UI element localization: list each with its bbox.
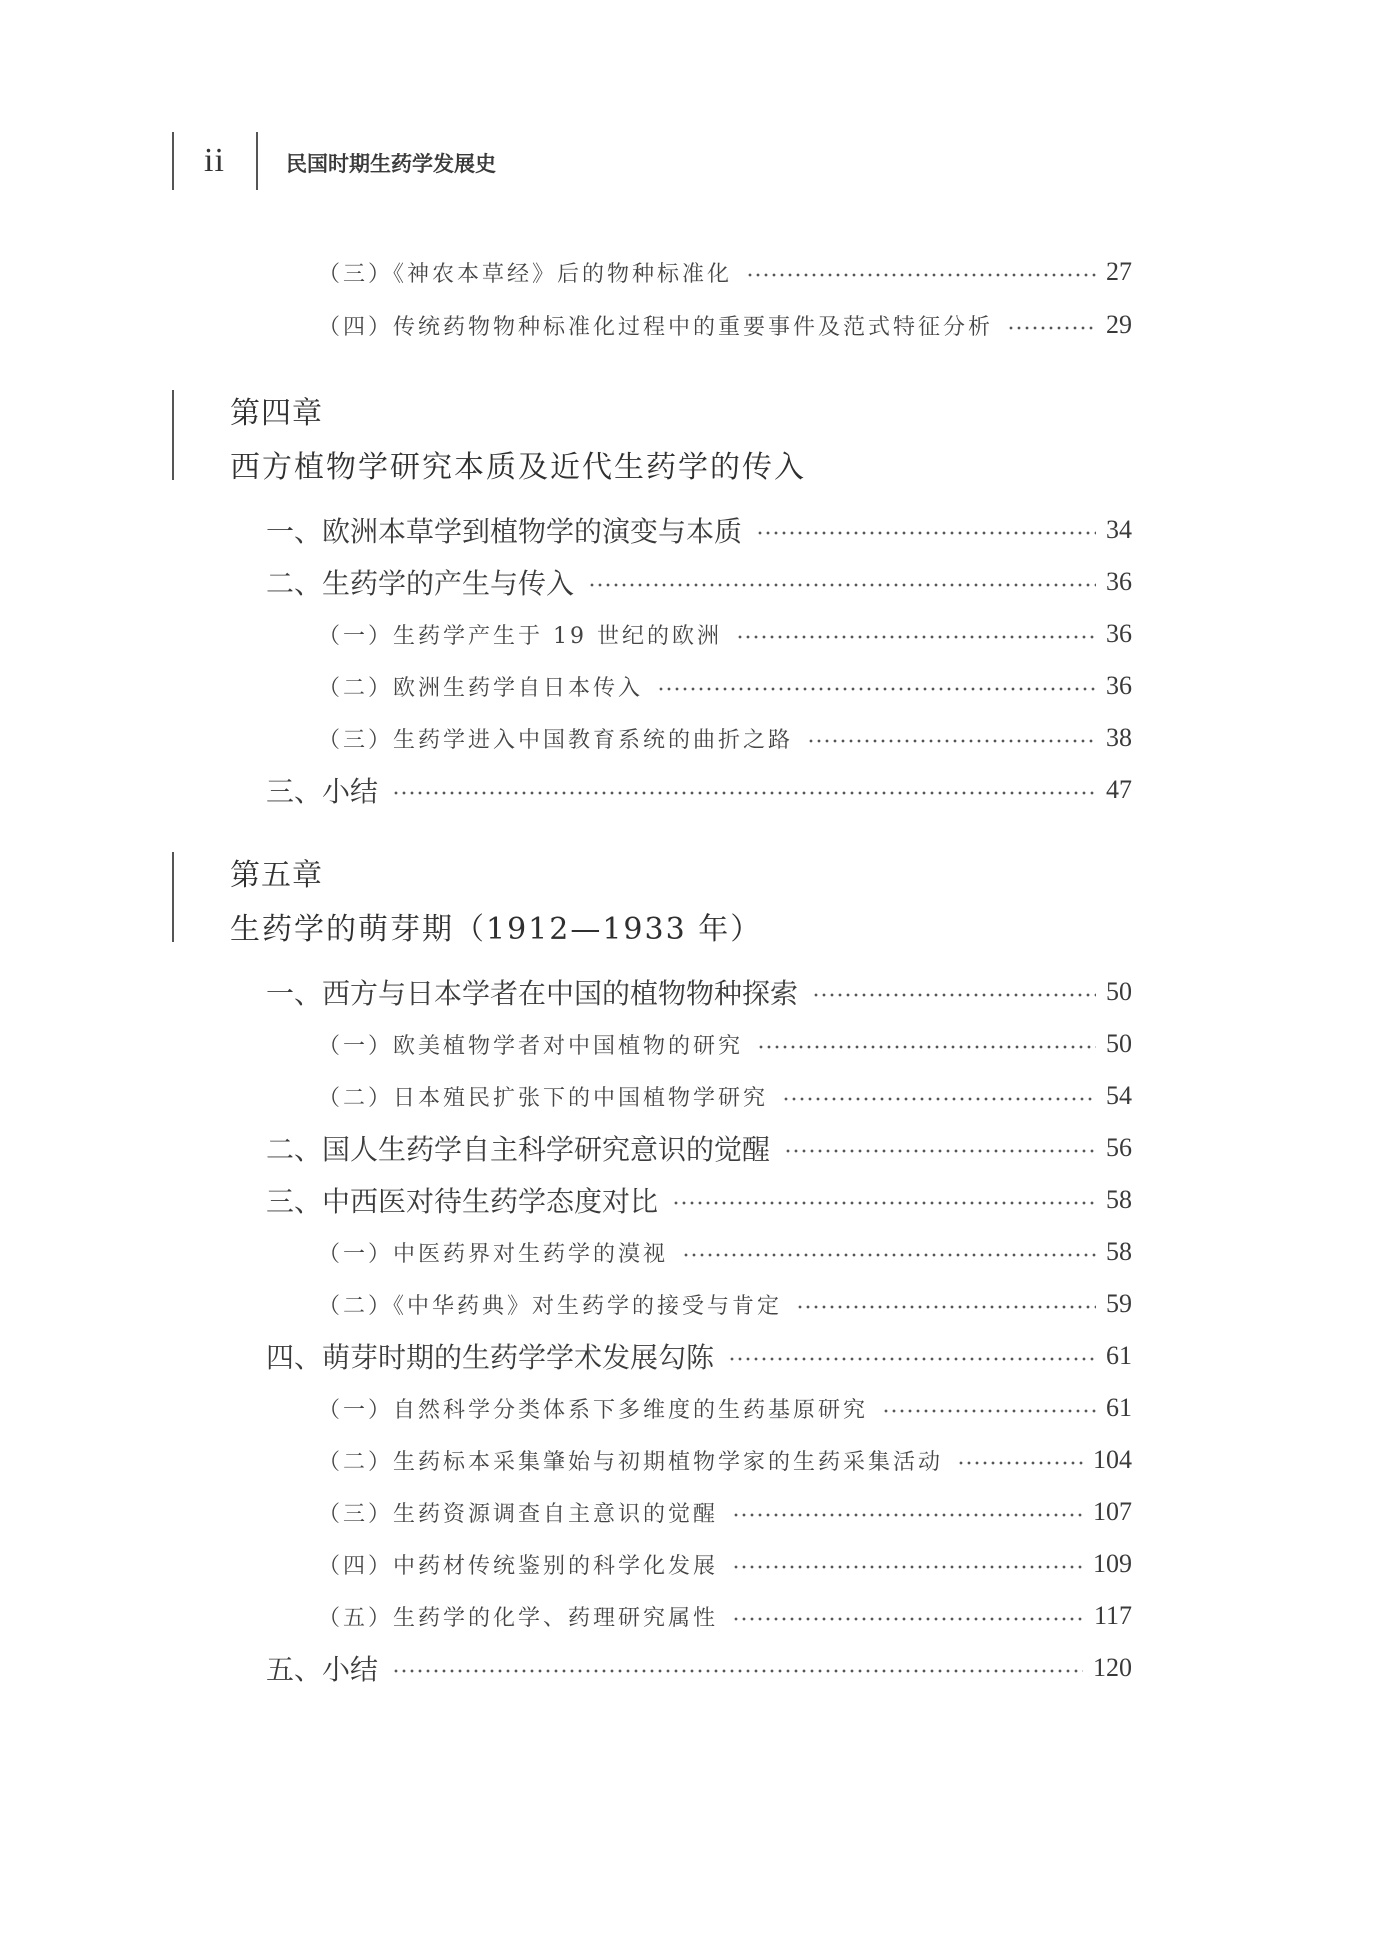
toc-entry-label: （二）欧洲生药学自日本传入 (318, 675, 644, 701)
toc-entry-label: （一）欧美植物学者对中国植物的研究 (318, 1033, 744, 1059)
toc-entry[interactable] (318, 1544, 1132, 1584)
toc-entry[interactable] (318, 1024, 1132, 1064)
toc-entry-page: 29 (1106, 310, 1132, 339)
toc-entry[interactable] (318, 252, 1132, 292)
toc-entry-page: 109 (1093, 1549, 1132, 1578)
toc-entry-label: （一）生药学产生于 19 世纪的欧洲 (318, 623, 722, 649)
leader-dots (807, 739, 1096, 743)
toc-entry-label: 一、西方与日本学者在中国的植物物种探索 (266, 979, 799, 1010)
toc-entry[interactable] (266, 1180, 1132, 1220)
toc-entry[interactable] (318, 1596, 1132, 1636)
toc-entry-page: 58 (1106, 1237, 1132, 1266)
leader-dots (732, 1617, 1084, 1621)
leader-dots (756, 531, 1096, 535)
toc-entry[interactable] (266, 1648, 1132, 1688)
toc-entry-page: 56 (1106, 1133, 1132, 1162)
toc-entry-page: 36 (1106, 619, 1132, 648)
leader-dots (746, 273, 1096, 277)
toc-entry[interactable] (318, 1440, 1132, 1480)
toc-entry-page: 36 (1106, 671, 1132, 700)
toc-entry-label: （三）生药学进入中国教育系统的曲折之路 (318, 727, 794, 753)
toc-entry-page: 34 (1106, 515, 1132, 544)
chapter-5-label: 第五章 (230, 858, 323, 893)
toc-entry-label: 三、小结 (266, 777, 379, 808)
leader-dots (392, 791, 1096, 795)
toc-entry-page: 58 (1106, 1185, 1132, 1214)
toc-entry-label: （二）生药标本采集肇始与初期植物学家的生药采集活动 (318, 1449, 944, 1475)
toc-entry[interactable] (266, 770, 1132, 810)
leader-dots (882, 1409, 1096, 1413)
toc-entry-label: 三、中西医对待生药学态度对比 (266, 1187, 659, 1218)
leader-dots (682, 1253, 1096, 1257)
toc-entry-page: 50 (1106, 977, 1132, 1006)
toc-entry-page: 50 (1106, 1029, 1132, 1058)
leader-dots (588, 583, 1096, 587)
leader-dots (728, 1357, 1096, 1361)
toc-entry-label: 二、生药学的产生与传入 (266, 569, 575, 600)
toc-entry-label: 四、萌芽时期的生药学学术发展勾陈 (266, 1343, 715, 1374)
toc-entry-label: 二、国人生药学自主科学研究意识的觉醒 (266, 1135, 771, 1166)
toc-entry-label: 五、小结 (266, 1655, 379, 1686)
header-left-rule (172, 132, 174, 190)
toc-entry[interactable] (318, 1232, 1132, 1272)
toc-entry[interactable] (318, 305, 1132, 345)
toc-entry[interactable] (318, 718, 1132, 758)
leader-dots (784, 1149, 1096, 1153)
leader-dots (957, 1461, 1083, 1465)
toc-entry-page: 27 (1106, 257, 1132, 286)
toc-entry[interactable] (318, 1076, 1132, 1116)
toc-entry-page: 61 (1106, 1341, 1132, 1370)
leader-dots (1007, 326, 1096, 330)
toc-entry[interactable] (318, 1388, 1132, 1428)
toc-entry[interactable] (266, 562, 1132, 602)
toc-entry-label: 一、欧洲本草学到植物学的演变与本质 (266, 517, 743, 548)
toc-entry[interactable] (266, 510, 1132, 550)
toc-entry-page: 117 (1093, 1601, 1132, 1630)
toc-entry[interactable] (318, 1492, 1132, 1532)
toc-entry-page: 120 (1093, 1653, 1132, 1682)
chapter-4-label: 第四章 (230, 396, 323, 431)
toc-entry-page: 104 (1093, 1445, 1132, 1474)
toc-entry[interactable] (266, 1336, 1132, 1376)
page-number: ii (204, 142, 225, 179)
leader-dots (782, 1097, 1096, 1101)
leader-dots (736, 635, 1096, 639)
leader-dots (796, 1305, 1096, 1309)
leader-dots (657, 687, 1096, 691)
leader-dots (732, 1513, 1083, 1517)
toc-entry-page: 38 (1106, 723, 1132, 752)
header-right-rule (256, 132, 258, 190)
leader-dots (672, 1201, 1096, 1205)
toc-entry-label: （一）中医药界对生药学的漠视 (318, 1241, 669, 1267)
toc-entry-page: 54 (1106, 1081, 1132, 1110)
toc-entry-page: 59 (1106, 1289, 1132, 1318)
chapter-4-rule (172, 390, 174, 480)
book-title: 民国时期生药学发展史 (286, 151, 496, 176)
toc-entry-label: （二）《中华药典》对生药学的接受与肯定 (318, 1293, 783, 1319)
toc-entry-page: 47 (1106, 775, 1132, 804)
chapter-5-title[interactable]: 生药学的萌芽期（1912—1933 年） (230, 912, 763, 947)
leader-dots (757, 1045, 1096, 1049)
toc-entry-label: （四）中药材传统鉴别的科学化发展 (318, 1553, 719, 1579)
toc-entry-label: （三）生药资源调查自主意识的觉醒 (318, 1501, 719, 1527)
leader-dots (732, 1565, 1083, 1569)
toc-entry-page: 61 (1106, 1393, 1132, 1422)
toc-entry[interactable] (266, 972, 1132, 1012)
chapter-4-title[interactable]: 西方植物学研究本质及近代生药学的传入 (230, 450, 806, 485)
toc-entry[interactable] (266, 1128, 1132, 1168)
toc-entry[interactable] (318, 666, 1132, 706)
toc-entry-page: 107 (1093, 1497, 1132, 1526)
toc-entry-label: （一）自然科学分类体系下多维度的生药基原研究 (318, 1397, 869, 1423)
leader-dots (392, 1669, 1083, 1673)
toc-entry[interactable] (318, 1284, 1132, 1324)
toc-entry[interactable] (318, 614, 1132, 654)
toc-entry-label: （二）日本殖民扩张下的中国植物学研究 (318, 1085, 769, 1111)
toc-entry-label: （五）生药学的化学、药理研究属性 (318, 1605, 719, 1631)
toc-entry-page: 36 (1106, 567, 1132, 596)
toc-entry-label: （四）传统药物物种标准化过程中的重要事件及范式特征分析 (318, 314, 994, 340)
chapter-5-rule (172, 852, 174, 942)
toc-entry-label: （三）《神农本草经》后的物种标准化 (318, 261, 733, 287)
leader-dots (812, 993, 1096, 997)
